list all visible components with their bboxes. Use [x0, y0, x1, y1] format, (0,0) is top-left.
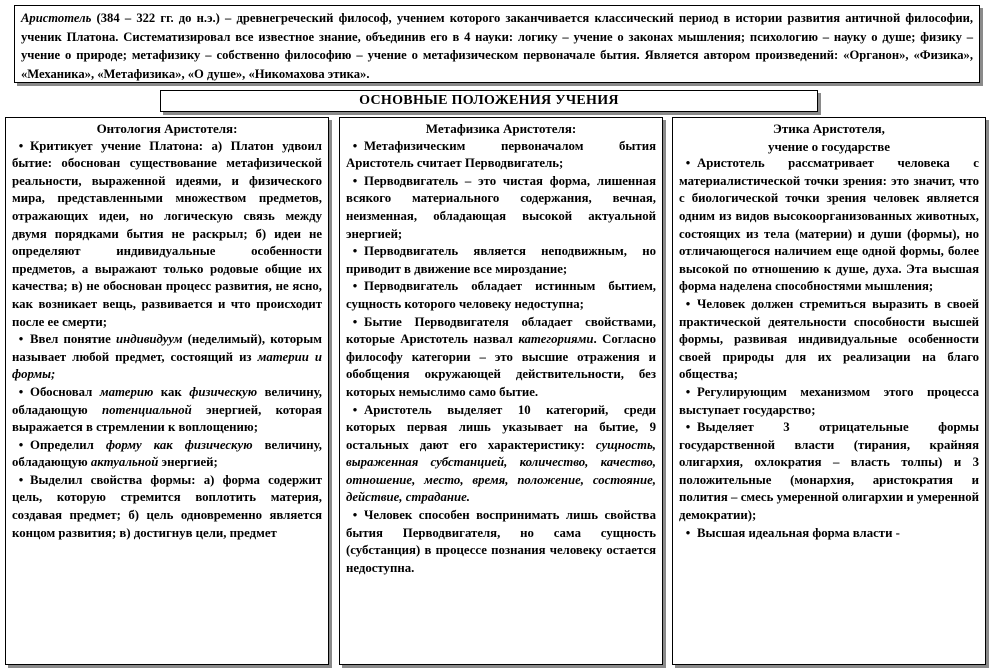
item-text: величину, обладающую: [12, 384, 322, 417]
column-title: [679, 120, 979, 155]
emphasis-text: сущность, выраженная субстанцией, количество, качество, отношение, место, время, положение, состояние, действие, страдание.: [346, 437, 656, 505]
bullet-icon: •: [685, 525, 691, 540]
bullet-icon: •: [18, 437, 24, 452]
intro-box: [14, 5, 980, 83]
item-text: Перводвигатель обладает истинным бытием, сущность которого человеку недоступна;: [346, 279, 656, 311]
list-item: [679, 419, 979, 525]
item-text: энергией;: [158, 455, 218, 470]
item-text: Бытие Перводвигателя обладает свойствами, которые Аристотель назвал: [346, 314, 656, 347]
bullet-list: [12, 138, 322, 543]
column-title-line: Этика Аристотеля,: [773, 121, 885, 136]
list-item: [12, 138, 322, 332]
bullet-icon: •: [18, 138, 24, 153]
list-item: [346, 173, 656, 243]
list-item: [679, 155, 979, 296]
column-title-line: учение о государстве: [768, 138, 890, 154]
item-text: Перводвигатель является неподвижным, но приводит в движение все мироздание;: [346, 244, 656, 276]
section-heading: ОСНОВНЫЕ ПОЛОЖЕНИЯ УЧЕНИЯ: [160, 90, 818, 112]
list-item: [12, 437, 322, 472]
philosopher-name: Аристотель: [21, 11, 92, 25]
item-text: Человек способен воспринимать лишь свойства бытия Перводвигателя, но сама сущность (субстанция) в процессе познания человеку остается недоступна.: [346, 508, 656, 575]
item-text: Регулирующим механизмом этого процесса выступает государство;: [679, 384, 979, 417]
item-text: Ввел понятие: [30, 332, 117, 347]
bullet-icon: •: [352, 138, 358, 153]
emphasis-text: потенциальной: [102, 402, 192, 417]
list-item: [346, 507, 656, 577]
item-text: энергией, которая выражается в стремлении к воплощению;: [12, 402, 322, 435]
item-text: . Согласно философу категории – это высшие отражения и обобщения окружающей действительности, без которых немыслимо само бытие.: [346, 332, 656, 399]
bullet-icon: •: [685, 296, 691, 311]
bullet-list: [679, 155, 979, 542]
emphasis-text: материю: [99, 384, 154, 399]
bullet-icon: •: [352, 508, 358, 523]
list-item: [346, 138, 656, 173]
bullet-icon: •: [18, 384, 24, 399]
list-item: [346, 243, 656, 278]
item-text: Метафизическим первоначалом бытия Аристотель считает Перводвигатель;: [346, 138, 656, 171]
item-text: Определил: [30, 437, 106, 452]
bullet-list: [346, 138, 656, 578]
column-title: [346, 120, 656, 138]
bullet-icon: •: [352, 173, 358, 188]
column-title: [12, 120, 322, 138]
item-text: Аристотель выделяет 10 категорий, среди которых первая лишь указывает на бытие, 9 остальных дают его характеристику:: [346, 402, 656, 452]
list-item: [12, 384, 322, 437]
emphasis-text: категориями: [518, 332, 594, 347]
item-text: Аристотель рассматривает человека с материалистической точки зрения: это значит, что с биологической точки зрения человек является одним из видов высокоорганизованных животных, состоящих из тела (материи) и души (формы), но отличающегося наличием еще одной формы, более высокой по отношению к душе, духа. Эта высшая форма наделена способностями мышления;: [679, 156, 979, 294]
column-ethics: [672, 117, 986, 665]
list-item: [12, 331, 322, 384]
bullet-icon: •: [685, 156, 691, 171]
item-text: как: [153, 384, 190, 399]
bullet-icon: •: [352, 279, 358, 294]
item-text: Критикует учение Платона: а) Платон удвоил бытие: обоснован существование метафизической реальности, выраженной идеями, и физического мира, представленными множеством предметов, отражающих идеи, но логическую связь между двумя порядками бытия не раскрыл; б) идеи не определяют индивидуальные особенности предметов, а выражают только родовые общие их качества; в) не обоснован процесс развития, не ясно, как возникает вещь, развивается и что происходит после ее смерти;: [12, 138, 322, 329]
bullet-icon: •: [685, 384, 691, 399]
item-text: Обосновал: [30, 384, 100, 399]
column-title-line: Онтология Аристотеля:: [96, 121, 238, 136]
bullet-icon: •: [352, 314, 358, 329]
emphasis-text: физическую: [189, 384, 258, 399]
item-text: Выделяет 3 отрицательные формы государственной власти (тирания, крайняя олигархия, охлократия – власть толпы) и 3 положительные (монархия, аристократия и полития – смесь умеренной олигархии и умеренной демократии);: [679, 420, 979, 523]
list-item: [679, 296, 979, 384]
intro-text: (384 – 322 гг. до н.э.) – древнегреческий философ, учением которого заканчивается классический период в истории развития античной философии, ученик Платона. Систематизировал все известное знание, объединив его в 4 науки: логику – учение о законах мышления; психологию – науку о душе; физику – учение о природе; метафизику – собственно философию – учение о метафизическом первоначале бытия. Является автором произведений: «Органон», «Физика», «Механика», «Метафизика», «О душе», «Никомахова этика».: [21, 11, 973, 81]
emphasis-text: актуальной: [90, 455, 159, 470]
item-text: Высшая идеальная форма власти -: [697, 525, 900, 540]
bullet-icon: •: [352, 402, 358, 417]
item-text: Выделил свойства формы: а) форма содержит цель, которую стремится воплотить материя, создавая предмет; б) цель одновременно является концом развития; в) достигнув цели, предмет: [12, 472, 322, 540]
list-item: [346, 314, 656, 402]
list-item: [679, 525, 979, 543]
emphasis-text: форму как физическую: [105, 437, 253, 452]
item-text: Перводвигатель – это чистая форма, лишенная всякого материального содержания, вечная, неизменная, обладающая высокой актуальной энергией;: [346, 173, 656, 241]
column-title-line: Метафизика Аристотеля:: [425, 121, 577, 136]
item-text: величину, обладающую: [12, 437, 322, 470]
bullet-icon: •: [685, 420, 691, 435]
emphasis-text: индивидуум: [116, 332, 183, 347]
list-item: [12, 472, 322, 542]
list-item: [346, 402, 656, 508]
emphasis-text: материи и формы;: [12, 349, 322, 382]
bullet-icon: •: [352, 244, 358, 259]
item-text: (неделимый), которым называет любой предмет, состоящий из: [12, 332, 322, 364]
bullet-icon: •: [18, 472, 24, 487]
list-item: [679, 384, 979, 419]
list-item: [346, 278, 656, 313]
bullet-icon: •: [18, 332, 24, 347]
column-metaphysics: [339, 117, 663, 665]
column-ontology: [5, 117, 329, 665]
item-text: Человек должен стремиться выразить в своей практической деятельности способности высшей формы, развивая индивидуальные особенности своей природы для их реализации на благо общества;: [679, 296, 979, 382]
